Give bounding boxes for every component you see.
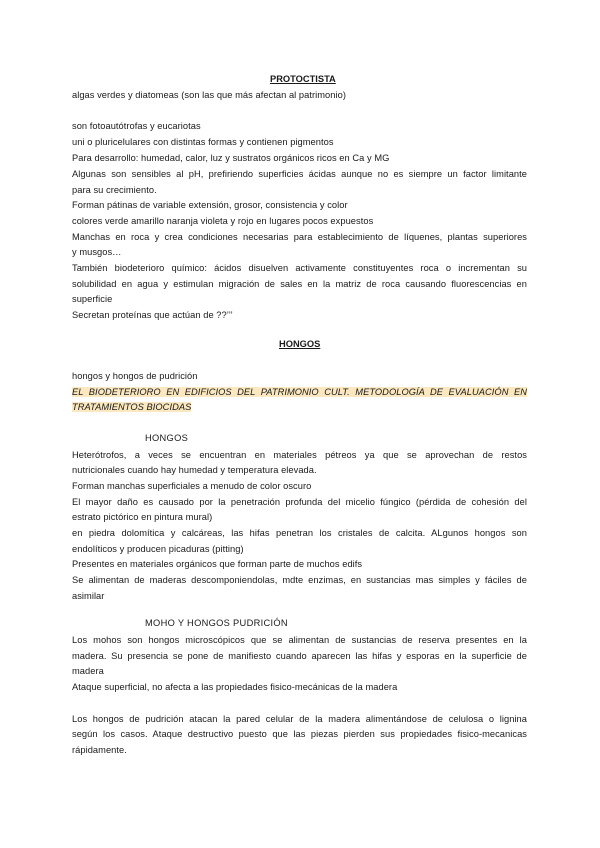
protoctista-intro: algas verdes y diatomeas (son las que más afectan al patrimonio) (72, 90, 346, 100)
moho-line: madera (72, 666, 104, 676)
subheading-hongos: HONGOS (145, 433, 189, 443)
section-title-hongos: HONGOS (279, 339, 321, 349)
hongos-line: endolíticos y producen picaduras (pitting) (72, 544, 244, 554)
hongos-line: Presentes en materiales orgánicos que forman parte de muchos edifs (72, 559, 363, 569)
hongos-line: estrato pictórico en pintura mural) (72, 512, 213, 522)
highlight-text: EL BIODETERIORO EN EDIFICIOS DEL PATRIMONIO CULT. METODOLOGÍA DE EVALUACIÓN EN (72, 387, 527, 397)
protoctista-line: Secretan proteínas que actúan de ??’’’ (72, 310, 233, 320)
hongos-line: en piedra dolomítica y calcáreas, las hifas penetran los cristales de calcita. ALgunos hongos son (72, 528, 527, 538)
moho-para2-line: según los casos. Ataque destructivo puesto que las piezas pierden sus propiedades fisico-mecanicas (72, 729, 527, 739)
hongos-line: Forman manchas superficiales a menudo de color oscuro (72, 481, 312, 491)
hongos-line: nutricionales cuando hay humedad y temperatura elevada. (72, 465, 317, 475)
protoctista-line: uni o pluricelulares con distintas formas y contienen pigmentos (72, 137, 334, 147)
protoctista-line: Forman pátinas de variable extensión, grosor, consistencia y color (72, 200, 348, 210)
protoctista-line: solubilidad en agua y estimulan migración de sales en la matriz de roca causando fluorescencias en (72, 279, 527, 289)
hongos-line: El mayor daño es causado por la penetración profunda del micelio fúngico (pérdida de cohesión del (72, 497, 527, 507)
protoctista-line: Para desarrollo: humedad, calor, luz y sustratos orgánicos ricos en Ca y MG (72, 153, 390, 163)
hongos-line: Heterótrofos, a veces se encuentran en materiales pétreos ya que se aprovechan de restos (72, 450, 527, 460)
highlighted-reference (72, 386, 527, 398)
protoctista-line: para su crecimiento. (72, 185, 157, 195)
highlight-text: TRATAMIENTOS BIOCIDAS (72, 402, 192, 412)
protoctista-line: son fotoautótrofas y eucariotas (72, 121, 201, 131)
protoctista-line: Manchas en roca y crea condiciones necesarias para establecimiento de líquenes, plantas superiores (72, 232, 527, 242)
highlighted-reference-cont (72, 401, 191, 413)
moho-para2-line: Los hongos de pudrición atacan la pared celular de la madera alimentándose de celulosa o lignina (72, 714, 527, 724)
hongos-line: Se alimentan de maderas descomponiendolas, mdte enzimas, en sustancias mas simples y fáciles de (72, 575, 527, 585)
protoctista-line: y musgos… (72, 247, 122, 257)
moho-line: madera. Su presencia se pone de manifiesto cuando aparecen las hifas y esporas en la superficie de (72, 651, 527, 661)
moho-line: Ataque superficial, no afecta a las propiedades fisico-mecánicas de la madera (72, 682, 398, 692)
protoctista-line: También biodeterioro químico: ácidos disuelven activamente constituyentes roca o incrementan su (72, 263, 527, 273)
subheading-moho: MOHO Y HONGOS PUDRICIÓN (145, 618, 288, 628)
protoctista-line: superficie (72, 294, 113, 304)
moho-para2-line: rápidamente. (72, 745, 127, 755)
protoctista-line: Algunas son sensibles al pH, prefiriendo superficies ácidas aunque no es siempre un factor limitante (72, 169, 527, 179)
hongos-line: asimilar (72, 591, 105, 601)
moho-line: Los mohos son hongos microscópicos que se alimentan de sustancias de reserva presentes en la (72, 635, 527, 645)
hongos-intro: hongos y hongos de pudrición (72, 371, 198, 381)
section-title-protoctista: PROTOCTISTA (270, 74, 336, 84)
protoctista-line: colores verde amarillo naranja violeta y rojo en lugares pocos expuestos (72, 216, 374, 226)
